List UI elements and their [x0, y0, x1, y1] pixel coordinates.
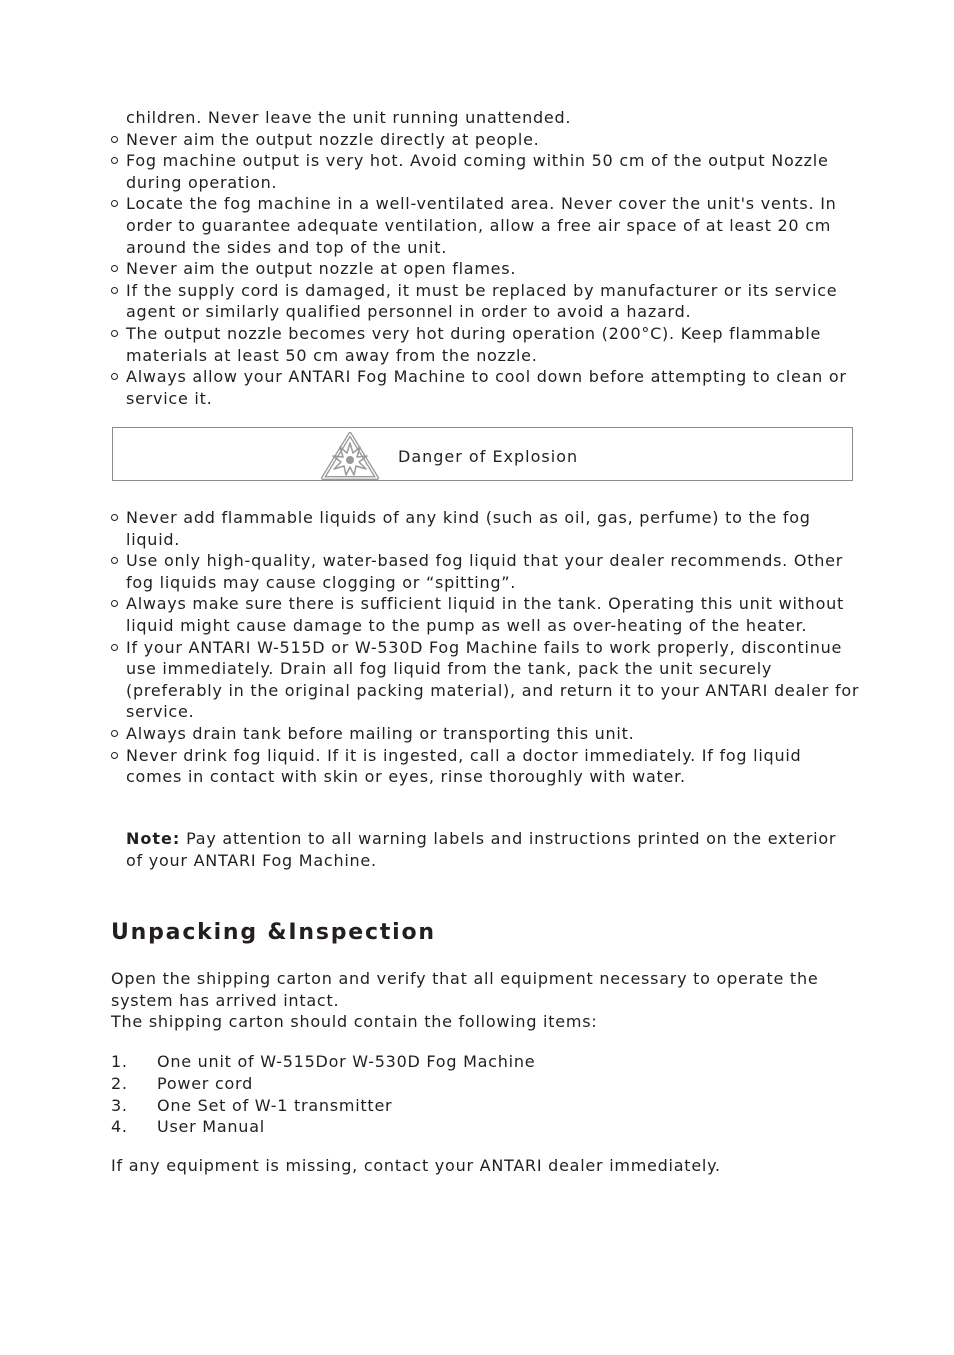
list-item: children. Never leave the unit running unattended. — [126, 108, 572, 127]
item-number: 1. — [111, 1052, 128, 1071]
list-item: Never aim the output nozzle directly at people. — [111, 129, 861, 151]
item-text: User Manual — [157, 1117, 265, 1137]
item-number: 3. — [111, 1095, 128, 1115]
intro-line: The shipping carton should contain the following items: — [111, 1012, 598, 1032]
carton-contents-list — [111, 1051, 535, 1138]
explosion-safety-list — [111, 507, 861, 788]
note-label: Note: — [126, 829, 181, 848]
list-item — [111, 1051, 535, 1073]
list-item: Never add flammable liquids of any kind (such as oil, gas, perfume) to the fog liquid. — [111, 507, 861, 550]
item-number: 4. — [111, 1117, 128, 1137]
list-item — [111, 1095, 535, 1117]
list-item: If the supply cord is damaged, it must be replaced by manufacturer or its service agent or similarly qualified personnel in order to avoid a hazard. — [111, 280, 861, 323]
intro-paragraph — [111, 968, 851, 1033]
item-text: One unit of W-515Dor W-530D Fog Machine — [157, 1052, 536, 1071]
section-title: Unpacking &Inspection — [111, 920, 436, 945]
list-item: Never drink fog liquid. If it is ingested, call a doctor immediately. If fog liquid comes in contact with skin or eyes, rinse thoroughly with water. — [111, 745, 861, 788]
explosion-warning-icon — [320, 431, 380, 481]
list-item: Fog machine output is very hot. Avoid coming within 50 cm of the output Nozzle during operation. — [111, 150, 861, 193]
item-number: 2. — [111, 1073, 128, 1093]
intro-line: Open the shipping carton and verify that all equipment necessary to operate the system has arrived intact. — [111, 969, 819, 1010]
list-item: If your ANTARI W-515D or W-530D Fog Machine fails to work properly, discontinue use immediately. Drain all fog liquid from the tank, pack the unit securely (preferably in the original packing material), and return it to your ANTARI dealer for service. — [111, 637, 861, 723]
warning-label: Danger of Explosion — [398, 447, 579, 466]
note-text: Pay attention to all warning labels and instructions printed on the exterior of your ANTARI Fog Machine. — [126, 829, 837, 870]
list-item: Always make sure there is sufficient liquid in the tank. Operating this unit without liquid might cause damage to the pump as well as over-heating of the heater. — [111, 593, 861, 636]
list-item: Locate the fog machine in a well-ventilated area. Never cover the unit's vents. In order to guarantee adequate ventilation, allow a free air space of at least 20 cm around the sides and top of the unit. — [111, 193, 861, 258]
item-text: Power cord — [157, 1073, 253, 1093]
item-text: One Set of W-1 transmitter — [157, 1095, 393, 1115]
list-item: Always allow your ANTARI Fog Machine to cool down before attempting to clean or service it. — [111, 366, 861, 409]
list-item: The output nozzle becomes very hot during operation (200°C). Keep flammable materials at least 50 cm away from the nozzle. — [111, 323, 861, 366]
safety-list — [111, 107, 861, 409]
list-item — [111, 1116, 535, 1138]
note-paragraph — [126, 828, 846, 871]
list-item: Use only high-quality, water-based fog liquid that your dealer recommends. Other fog liquids may cause clogging or “spitting”. — [111, 550, 861, 593]
list-item — [111, 1073, 535, 1095]
explosion-warning-box — [112, 427, 853, 481]
list-item: Never aim the output nozzle at open flames. — [111, 258, 861, 280]
closing-paragraph: If any equipment is missing, contact your ANTARI dealer immediately. — [111, 1156, 721, 1175]
list-item: Always drain tank before mailing or transporting this unit. — [111, 723, 861, 745]
